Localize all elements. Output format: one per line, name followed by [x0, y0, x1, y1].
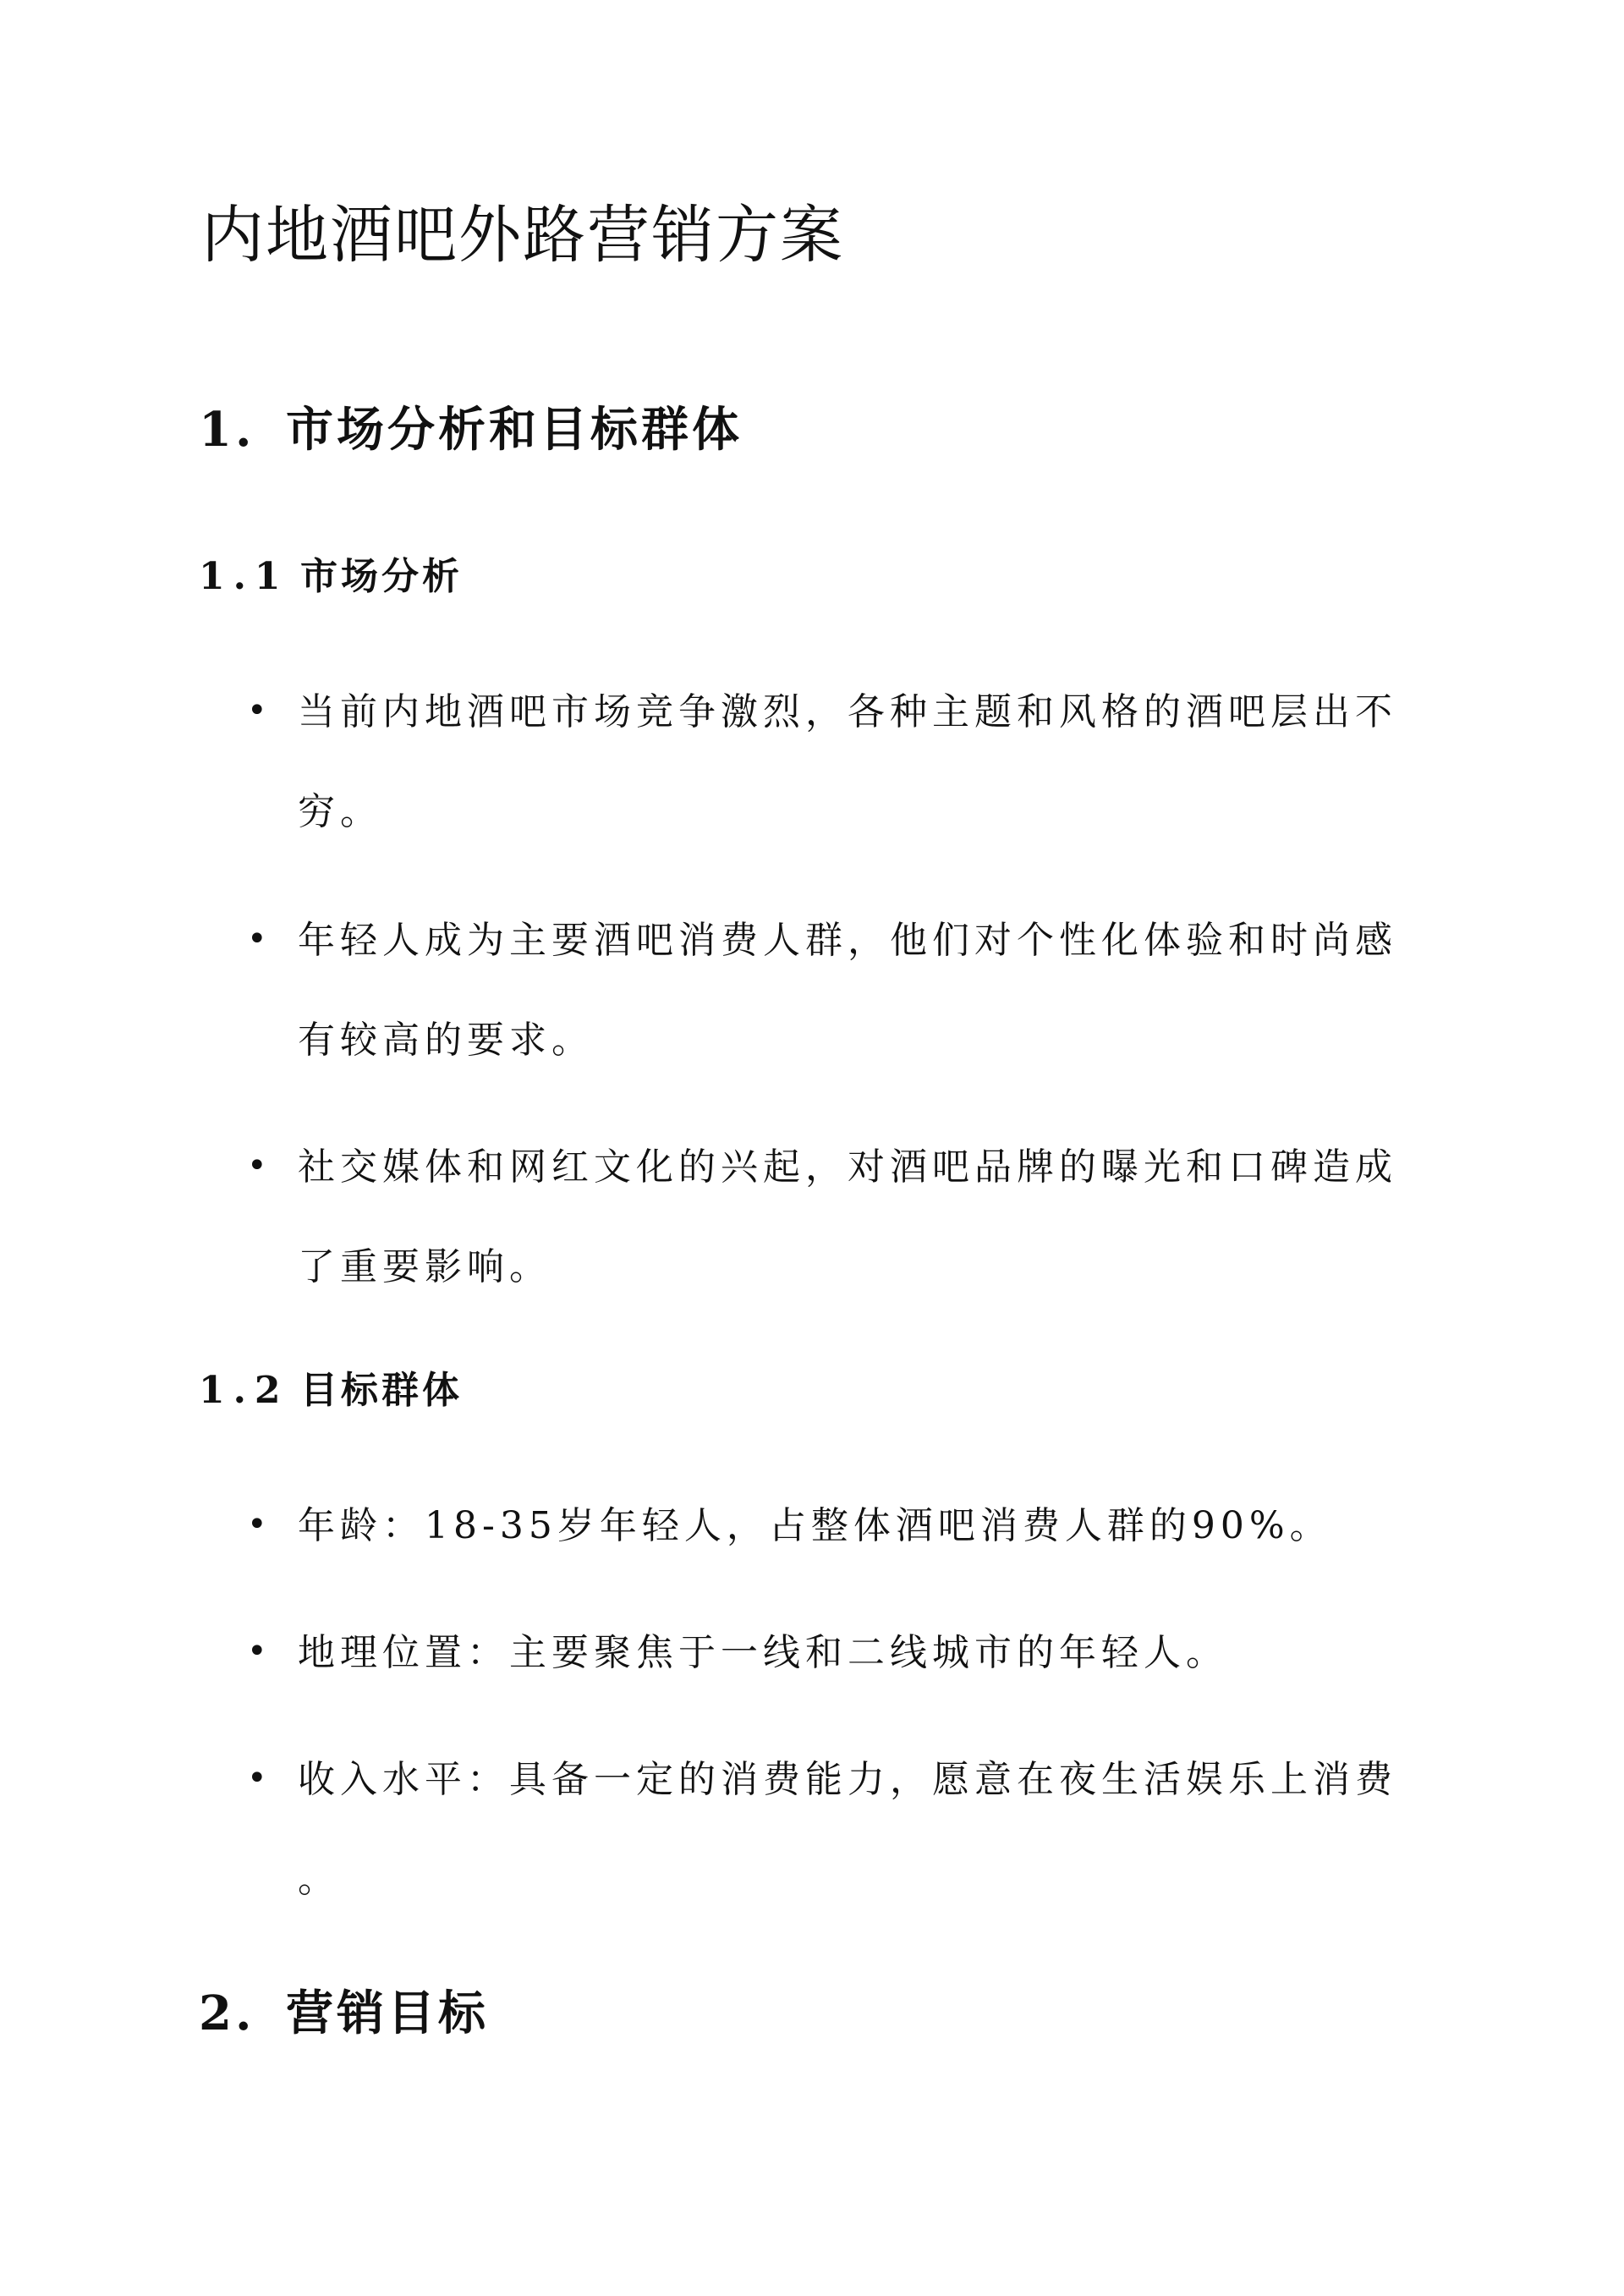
subsection-number: 1.1	[199, 555, 289, 598]
bullet-icon: •	[247, 691, 272, 730]
section-title: 营销目标	[286, 1986, 489, 2041]
subsection-heading-1-1	[199, 557, 463, 597]
bullet-icon: •	[247, 1759, 272, 1798]
section-number: 1.	[199, 402, 255, 458]
subsection-title: 目标群体	[300, 1369, 463, 1412]
list-item-text: 当前内地酒吧市场竞争激烈，各种主题和风格的酒吧层出不	[298, 690, 1397, 733]
subsection-number: 1.2	[199, 1369, 289, 1412]
bullet-icon: •	[247, 1632, 272, 1671]
list-item-text: 地理位置：主要聚焦于一线和二线城市的年轻人。	[298, 1631, 1228, 1674]
list-item-text: 年轻人成为主要酒吧消费人群，他们对个性化体验和时尚感	[298, 919, 1397, 962]
list-item-text: 年龄：18-35岁年轻人，占整体酒吧消费人群的90%。	[298, 1504, 1332, 1547]
bullet-icon: •	[247, 1146, 272, 1185]
bullet-icon: •	[247, 920, 272, 958]
list-item-text-continued: 有较高的要求。	[298, 1019, 594, 1062]
section-number: 2.	[199, 1986, 255, 2041]
subsection-heading-1-2	[199, 1370, 463, 1411]
section-heading-1	[199, 404, 743, 457]
list-item-text-continued: 穷。	[298, 790, 382, 833]
list-item-text: 社交媒体和网红文化的兴起，对酒吧品牌的曝光和口碑造成	[298, 1145, 1397, 1189]
list-item-text: 收入水平：具备一定的消费能力，愿意在夜生活娱乐上消费	[298, 1758, 1397, 1801]
list-item-text-continued: 了重要影响。	[298, 1245, 551, 1288]
subsection-title: 市场分析	[300, 555, 463, 598]
section-title: 市场分析和目标群体	[286, 402, 743, 458]
bullet-icon: •	[247, 1505, 272, 1544]
section-heading-2	[199, 1988, 489, 2041]
list-item-text-continued: 。	[298, 1858, 340, 1901]
document-title: 内地酒吧外路营销方案	[201, 199, 844, 272]
